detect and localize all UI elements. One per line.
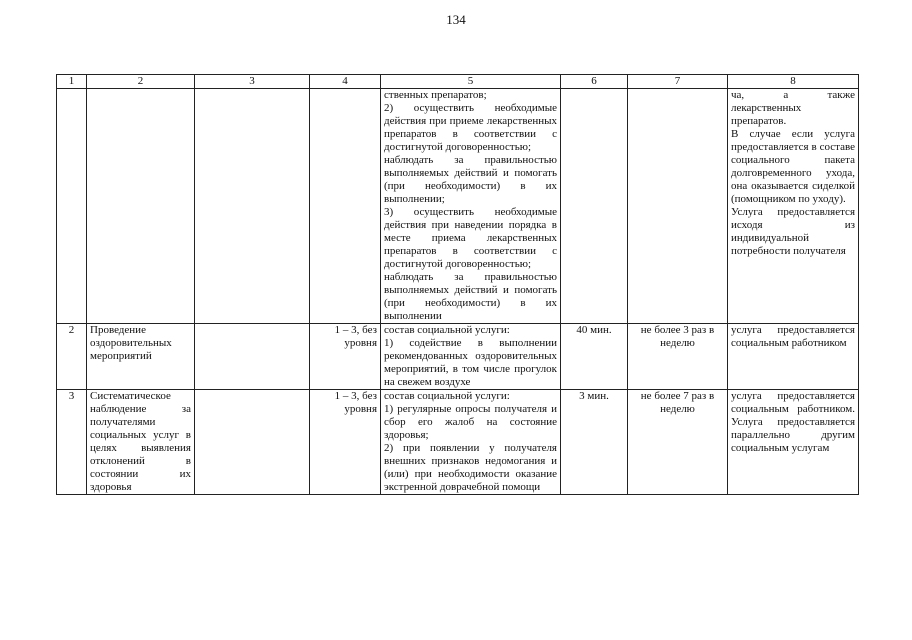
cell-conditions: услуга предоставляется социальным работником. Услуга предоставляется параллельно другим социальным услугам — [728, 390, 859, 495]
header-cell-4: 4 — [310, 75, 381, 89]
page-number: 134 — [446, 12, 466, 27]
cell-num — [57, 89, 87, 324]
cell-num: 3 — [57, 390, 87, 495]
header-cell-6: 6 — [561, 75, 628, 89]
cell-frequency: не более 3 раз в неделю — [628, 324, 728, 390]
composition-line: наблюдать за правильностью выполняемых действий и помогать (при необходимости) в их выполнении; — [384, 154, 557, 205]
cell-name — [87, 89, 195, 324]
header-row — [57, 75, 859, 89]
cell-time: 40 мин. — [561, 324, 628, 390]
table-row — [57, 390, 859, 495]
composition-line: 1) регулярные опросы получателя и сбор его жалоб на состояние здоровья; — [384, 403, 557, 441]
composition-line: 3) осуществить необходимые действия при наведении порядка в месте приема лекарственных препаратов в соответствии с достигнутой договоренностью; — [384, 206, 557, 270]
composition-line: ственных препаратов; — [384, 89, 487, 101]
header-cell-1: 1 — [57, 75, 87, 89]
cell-composition — [381, 89, 561, 324]
cell-num: 2 — [57, 324, 87, 390]
cell-composition — [381, 390, 561, 495]
cell-level: 1 – 3, без уровня — [310, 390, 381, 495]
cell-col3 — [195, 324, 310, 390]
composition-line: состав социальной услуги: — [384, 390, 510, 402]
composition-line: наблюдать за правильностью выполняемых действий и помогать (при необходимости) в их выполнении — [384, 271, 557, 322]
cell-composition — [381, 324, 561, 390]
composition-line: состав социальной услуги: — [384, 324, 510, 336]
composition-line: 2) осуществить необходимые действия при приеме лекарственных препаратов в соответствии с достигнутой договоренностью; — [384, 102, 557, 153]
composition-line: 1) содействие в выполнении рекомендованных оздоровительных мероприятий, в том числе прогулок на свежем воздухе — [384, 337, 557, 388]
header-cell-3: 3 — [195, 75, 310, 89]
conditions-line: В случае если услуга предоставляется в составе социального пакета долговременного ухода, она оказывается сиделкой (помощником по уходу). — [731, 128, 855, 205]
cell-level: 1 – 3, без уровня — [310, 324, 381, 390]
header-cell-5: 5 — [381, 75, 561, 89]
composition-line: 2) при появлении у получателя внешних признаков недомогания и (или) при необходимости оказание экстренной доврачебной помощи — [384, 442, 557, 493]
cell-level — [310, 89, 381, 324]
cell-name: Систематическое наблюдение за получателями социальных услуг в целях выявления отклонений в состоянии их здоровья — [87, 390, 195, 495]
cell-conditions: услуга предоставляется социальным работником — [728, 324, 859, 390]
table-row-continuation — [57, 89, 859, 324]
header-cell-8: 8 — [728, 75, 859, 89]
header-cell-7: 7 — [628, 75, 728, 89]
cell-time: 3 мин. — [561, 390, 628, 495]
services-table — [56, 74, 859, 495]
header-cell-2: 2 — [87, 75, 195, 89]
cell-time — [561, 89, 628, 324]
conditions-line: ча, а также лекарственных препаратов. — [731, 89, 855, 127]
cell-col3 — [195, 390, 310, 495]
conditions-line: Услуга предоставляется исходя из индивидуальной потребности получателя — [731, 206, 855, 257]
table-row — [57, 324, 859, 390]
cell-frequency: не более 7 раз в неделю — [628, 390, 728, 495]
cell-frequency — [628, 89, 728, 324]
cell-col3 — [195, 89, 310, 324]
cell-name: Проведение оздоровительных мероприятий — [87, 324, 195, 390]
cell-conditions — [728, 89, 859, 324]
